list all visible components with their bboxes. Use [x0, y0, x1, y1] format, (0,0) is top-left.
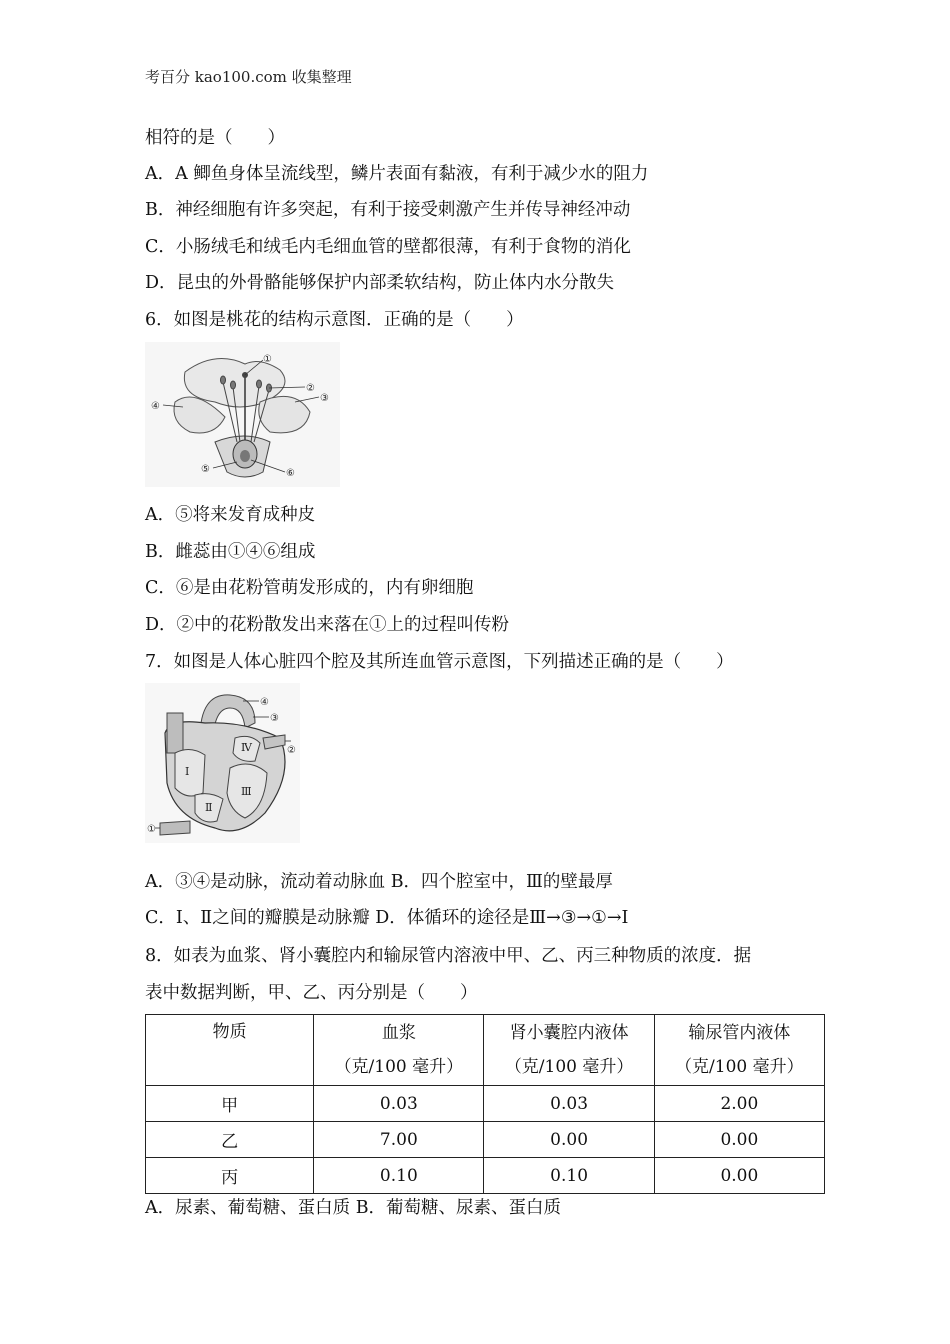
table-header-cell: 血浆 （克/100 毫升） — [314, 1015, 484, 1086]
heart-chamber-I: Ⅰ — [185, 765, 190, 778]
flower-label-4: ④ — [151, 401, 160, 412]
q8-options-ab: A．尿素、葡萄糖、蛋白质 B．葡萄糖、尿素、蛋白质 — [145, 1198, 562, 1218]
heart-label-3: ③ — [270, 713, 279, 724]
table-cell: 2.00 — [654, 1086, 824, 1122]
table-cell: 甲 — [146, 1086, 314, 1122]
heart-label-2: ② — [287, 745, 296, 756]
source-header: 考百分 kao100.com 收集整理 — [145, 68, 352, 86]
q5-tail: 相符的是（ ） — [145, 128, 285, 148]
table-cell: 丙 — [146, 1158, 314, 1194]
table-header-cell: 输尿管内液体 （克/100 毫升） — [654, 1015, 824, 1086]
q5-option-a: A．A 鲫鱼身体呈流线型，鳞片表面有黏液，有利于减少水的阻力 — [145, 164, 649, 184]
table-cell: 乙 — [146, 1122, 314, 1158]
heart-chamber-III: Ⅲ — [241, 785, 252, 798]
heart-diagram — [145, 683, 300, 843]
q6-option-b: B．雌蕊由①④⑥组成 — [145, 542, 316, 562]
flower-label-3: ③ — [320, 393, 329, 404]
q6-option-c: C．⑥是由花粉管萌发形成的，内有卵细胞 — [145, 578, 474, 598]
q5-option-c: C．小肠绒毛和绒毛内毛细血管的壁都很薄，有利于食物的消化 — [145, 237, 631, 257]
q8-stem-line1: 8．如表为血浆、肾小囊腔内和输尿管内溶液中甲、乙、丙三种物质的浓度．据 — [145, 946, 752, 966]
table-cell: 0.00 — [654, 1158, 824, 1194]
heart-label-4: ④ — [260, 697, 269, 708]
q6-option-d: D．②中的花粉散发出来落在①上的过程叫传粉 — [145, 615, 510, 635]
q7-options-ab: A．③④是动脉，流动着动脉血 B．四个腔室中，Ⅲ的壁最厚 — [145, 872, 613, 892]
flower-label-6: ⑥ — [286, 468, 295, 479]
table-cell: 0.00 — [654, 1122, 824, 1158]
flower-label-1: ① — [263, 354, 272, 365]
table-row — [146, 1086, 825, 1122]
concentration-table — [145, 1014, 825, 1194]
q8-stem-line2: 表中数据判断，甲、乙、丙分别是（ ） — [145, 983, 478, 1003]
q6-option-a: A．⑤将来发育成种皮 — [145, 505, 316, 525]
q7-stem: 7．如图是人体心脏四个腔及其所连血管示意图，下列描述正确的是（ ） — [145, 652, 734, 672]
q5-option-b: B．神经细胞有许多突起，有利于接受刺激产生并传导神经冲动 — [145, 200, 631, 220]
heart-label-1: ① — [147, 824, 156, 835]
q6-stem: 6．如图是桃花的结构示意图．正确的是（ ） — [145, 310, 524, 330]
table-header-cell: 物质 — [146, 1015, 314, 1086]
table-cell: 0.10 — [314, 1158, 484, 1194]
peach-flower-diagram — [145, 342, 340, 487]
heart-chamber-II: Ⅱ — [205, 801, 213, 814]
q7-options-cd: C．Ⅰ、Ⅱ之间的瓣膜是动脉瓣 D．体循环的途径是Ⅲ→③→①→Ⅰ — [145, 908, 629, 928]
table-row — [146, 1158, 825, 1194]
flower-label-5: ⑤ — [201, 464, 210, 475]
q5-option-d: D．昆虫的外骨骼能够保护内部柔软结构，防止体内水分散失 — [145, 273, 615, 293]
table-cell: 0.10 — [484, 1158, 654, 1194]
heart-chamber-IV: Ⅳ — [241, 741, 252, 754]
flower-label-2: ② — [306, 383, 315, 394]
table-cell: 0.03 — [314, 1086, 484, 1122]
table-row — [146, 1122, 825, 1158]
table-header-row — [146, 1015, 825, 1086]
table-header-cell: 肾小囊腔内液体 （克/100 毫升） — [484, 1015, 654, 1086]
table-cell: 0.00 — [484, 1122, 654, 1158]
table-cell: 7.00 — [314, 1122, 484, 1158]
table-cell: 0.03 — [484, 1086, 654, 1122]
